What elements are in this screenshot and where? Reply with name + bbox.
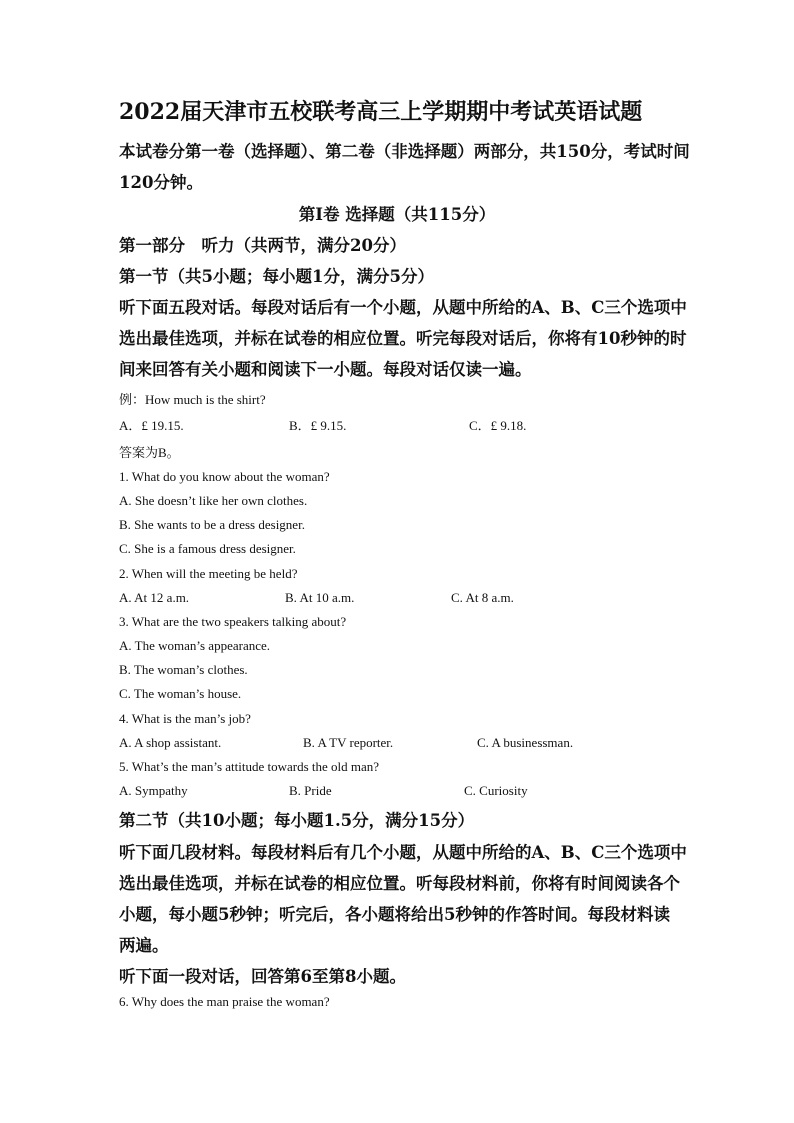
example-option-a: A．£ 19.15. [119,418,184,433]
question-1-option-a: A. She doesn’t like her own clothes. [119,493,308,508]
question-2-stem: 2. When will the meeting be held? [119,566,298,581]
question-3-option-c: C. The woman’s house. [119,686,242,701]
volume-heading: 第I卷 选择题（共115分） [298,205,496,224]
question-2-option-a: A. At 12 a.m. [119,590,190,605]
question-3-option-b: B. The woman’s clothes. [119,662,248,677]
section1-instruction-line: 选出最佳选项，并标在试卷的相应位置。听完每段对话后，你将有10秒钟的时 [119,329,687,348]
question-5-stem: 5. What’s the man’s attitude towards the old man? [119,759,380,774]
question-6-stem: 6. Why does the man praise the woman? [119,994,330,1009]
section2-heading: 第二节（共10小题；每小题1.5分，满分15分） [119,811,475,830]
section1-instruction-line: 间来回答有关小题和阅读下一小题。每段对话仅读一遍。 [119,360,532,379]
question-4-option-c: C. A businessman. [477,735,574,750]
page-title: 2022届天津市五校联考高三上学期期中考试英语试题 [119,99,643,125]
question-5-option-b: B. Pride [289,783,332,798]
question-2-option-b: B. At 10 a.m. [285,590,355,605]
section1-heading: 第一节（共5小题；每小题1分，满分5分） [119,267,434,286]
section2-instruction-line: 小题，每小题5秒钟；听完后，各小题将给出5秒钟的作答时间。每段材料读 [119,905,670,924]
section2-instruction-line: 选出最佳选项，并标在试卷的相应位置。听每段材料前，你将有时间阅读各个 [119,874,680,893]
question-3-stem: 3. What are the two speakers talking about? [119,614,347,629]
question-1-option-c: C. She is a famous dress designer. [119,541,296,556]
dialogue-intro: 听下面一段对话，回答第6至第8小题。 [119,967,406,986]
question-4-option-a: A. A shop assistant. [119,735,222,750]
example-option-c: C．£ 9.18. [469,418,527,433]
question-1-stem: 1. What do you know about the woman? [119,469,330,484]
intro-line-1: 本试卷分第一卷（选择题）、第二卷（非选择题）两部分，共150分，考试时间 [119,142,690,161]
question-2-option-c: C. At 8 a.m. [451,590,514,605]
question-4-option-b: B. A TV reporter. [303,735,394,750]
question-4-stem: 4. What is the man’s job? [119,711,251,726]
example-option-b: B．£ 9.15. [289,418,347,433]
section2-instruction-line: 两遍。 [119,936,169,955]
intro-line-2: 120分钟。 [119,173,203,192]
section1-instruction-line: 听下面五段对话。每段对话后有一个小题，从题中所给的A、B、C三个选项中 [119,298,687,317]
part1-heading: 第一部分 听力（共两节，满分20分） [119,236,406,255]
example-question: 例：How much is the shirt? [119,392,266,407]
example-answer: 答案为B。 [119,445,180,460]
question-5-option-c: C. Curiosity [464,783,528,798]
question-5-option-a: A. Sympathy [119,783,188,798]
section2-instruction-line: 听下面几段材料。每段材料后有几个小题，从题中所给的A、B、C三个选项中 [119,843,687,862]
question-1-option-b: B. She wants to be a dress designer. [119,517,305,532]
question-3-option-a: A. The woman’s appearance. [119,638,271,653]
